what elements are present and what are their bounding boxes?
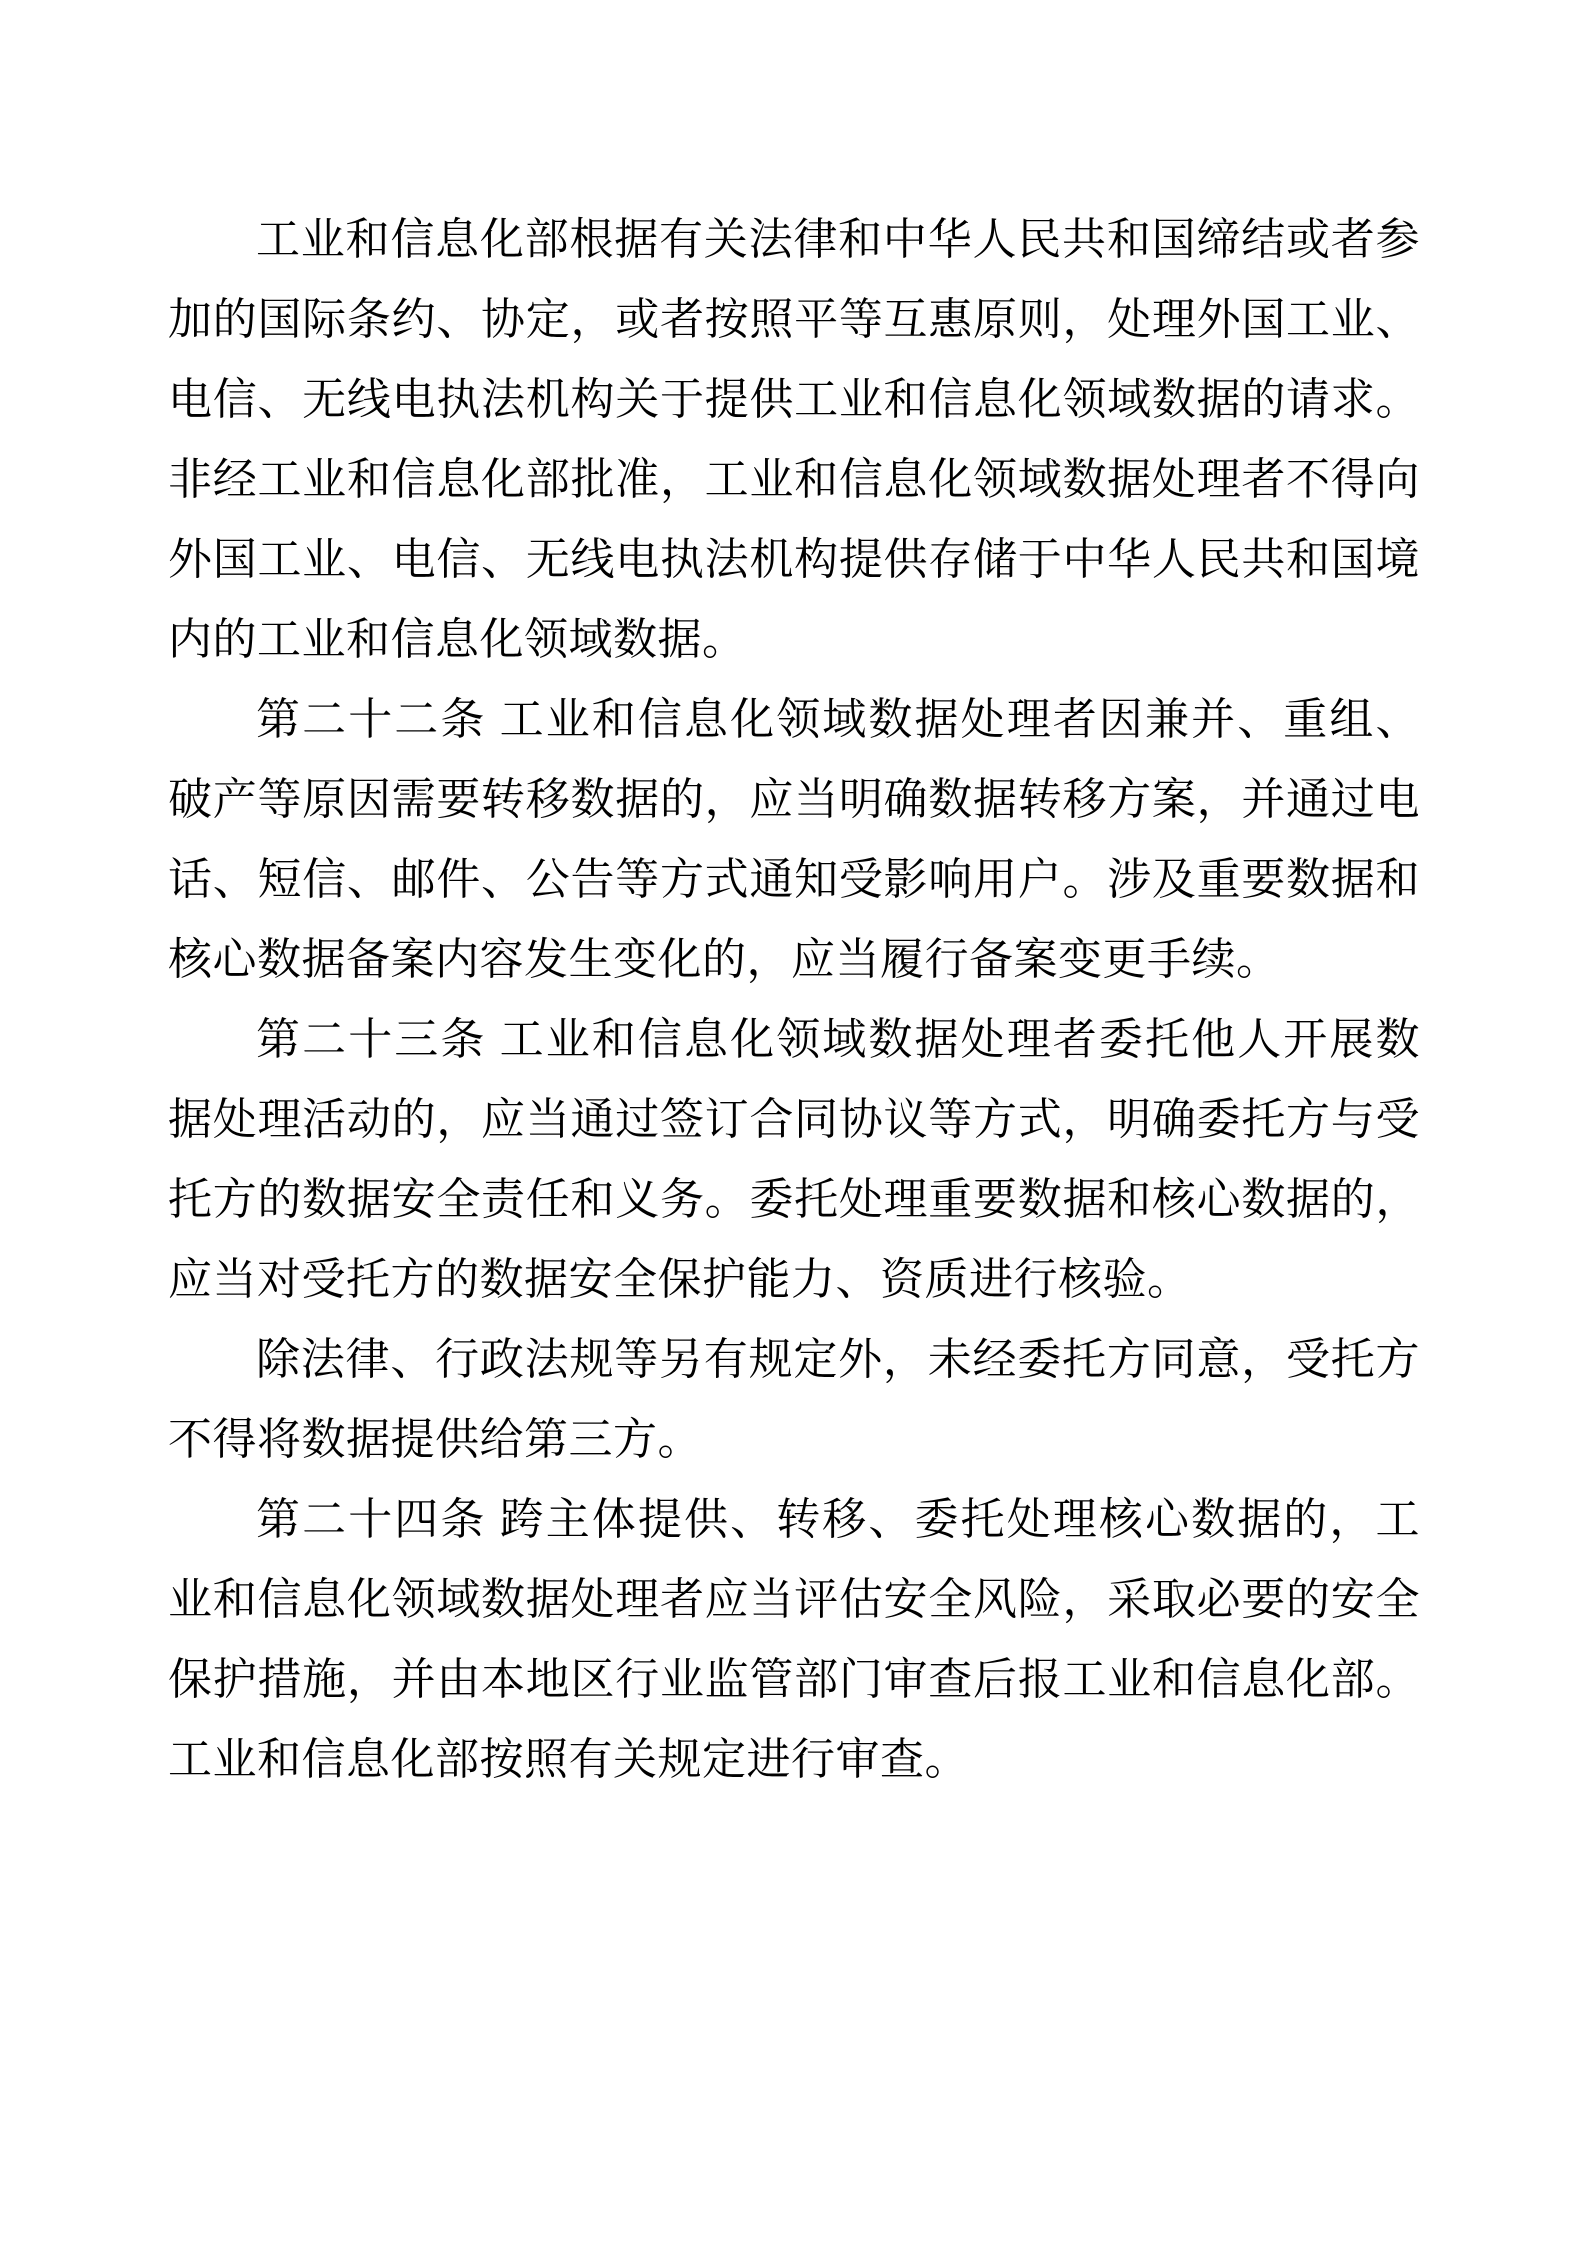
paragraph-2: 第二十二条 工业和信息化领域数据处理者因兼并、重组、破产等原因需要转移数据的，应当明确数据转移方案，并通过电话、短信、邮件、公告等方式通知受影响用户。涉及重要数据和核心数据备案内容发生变化的，应当履行备案变更手续。 <box>168 695 1420 984</box>
paragraph-5: 第二十四条 跨主体提供、转移、委托处理核心数据的，工业和信息化领域数据处理者应当评估安全风险，采取必要的安全保护措施，并由本地区行业监管部门审查后报工业和信息化部。工业和信息化部按照有关规定进行审查。 <box>168 1495 1420 1784</box>
paragraph-1: 工业和信息化部根据有关法律和中华人民共和国缔结或者参加的国际条约、协定，或者按照平等互惠原则，处理外国工业、电信、无线电执法机构关于提供工业和信息化领域数据的请求。非经工业和信息化部批准，工业和信息化领域数据处理者不得向外国工业、电信、无线电执法机构提供存储于中华人民共和国境内的工业和信息化领域数据。 <box>168 215 1420 664</box>
paragraph-4: 除法律、行政法规等另有规定外，未经委托方同意，受托方不得将数据提供给第三方。 <box>168 1335 1420 1464</box>
paragraph-3: 第二十三条 工业和信息化领域数据处理者委托他人开展数据处理活动的，应当通过签订合同协议等方式，明确委托方与受托方的数据安全责任和义务。委托处理重要数据和核心数据的，应当对受托方的数据安全保护能力、资质进行核验。 <box>168 1015 1420 1304</box>
document-body <box>168 200 1420 1800</box>
